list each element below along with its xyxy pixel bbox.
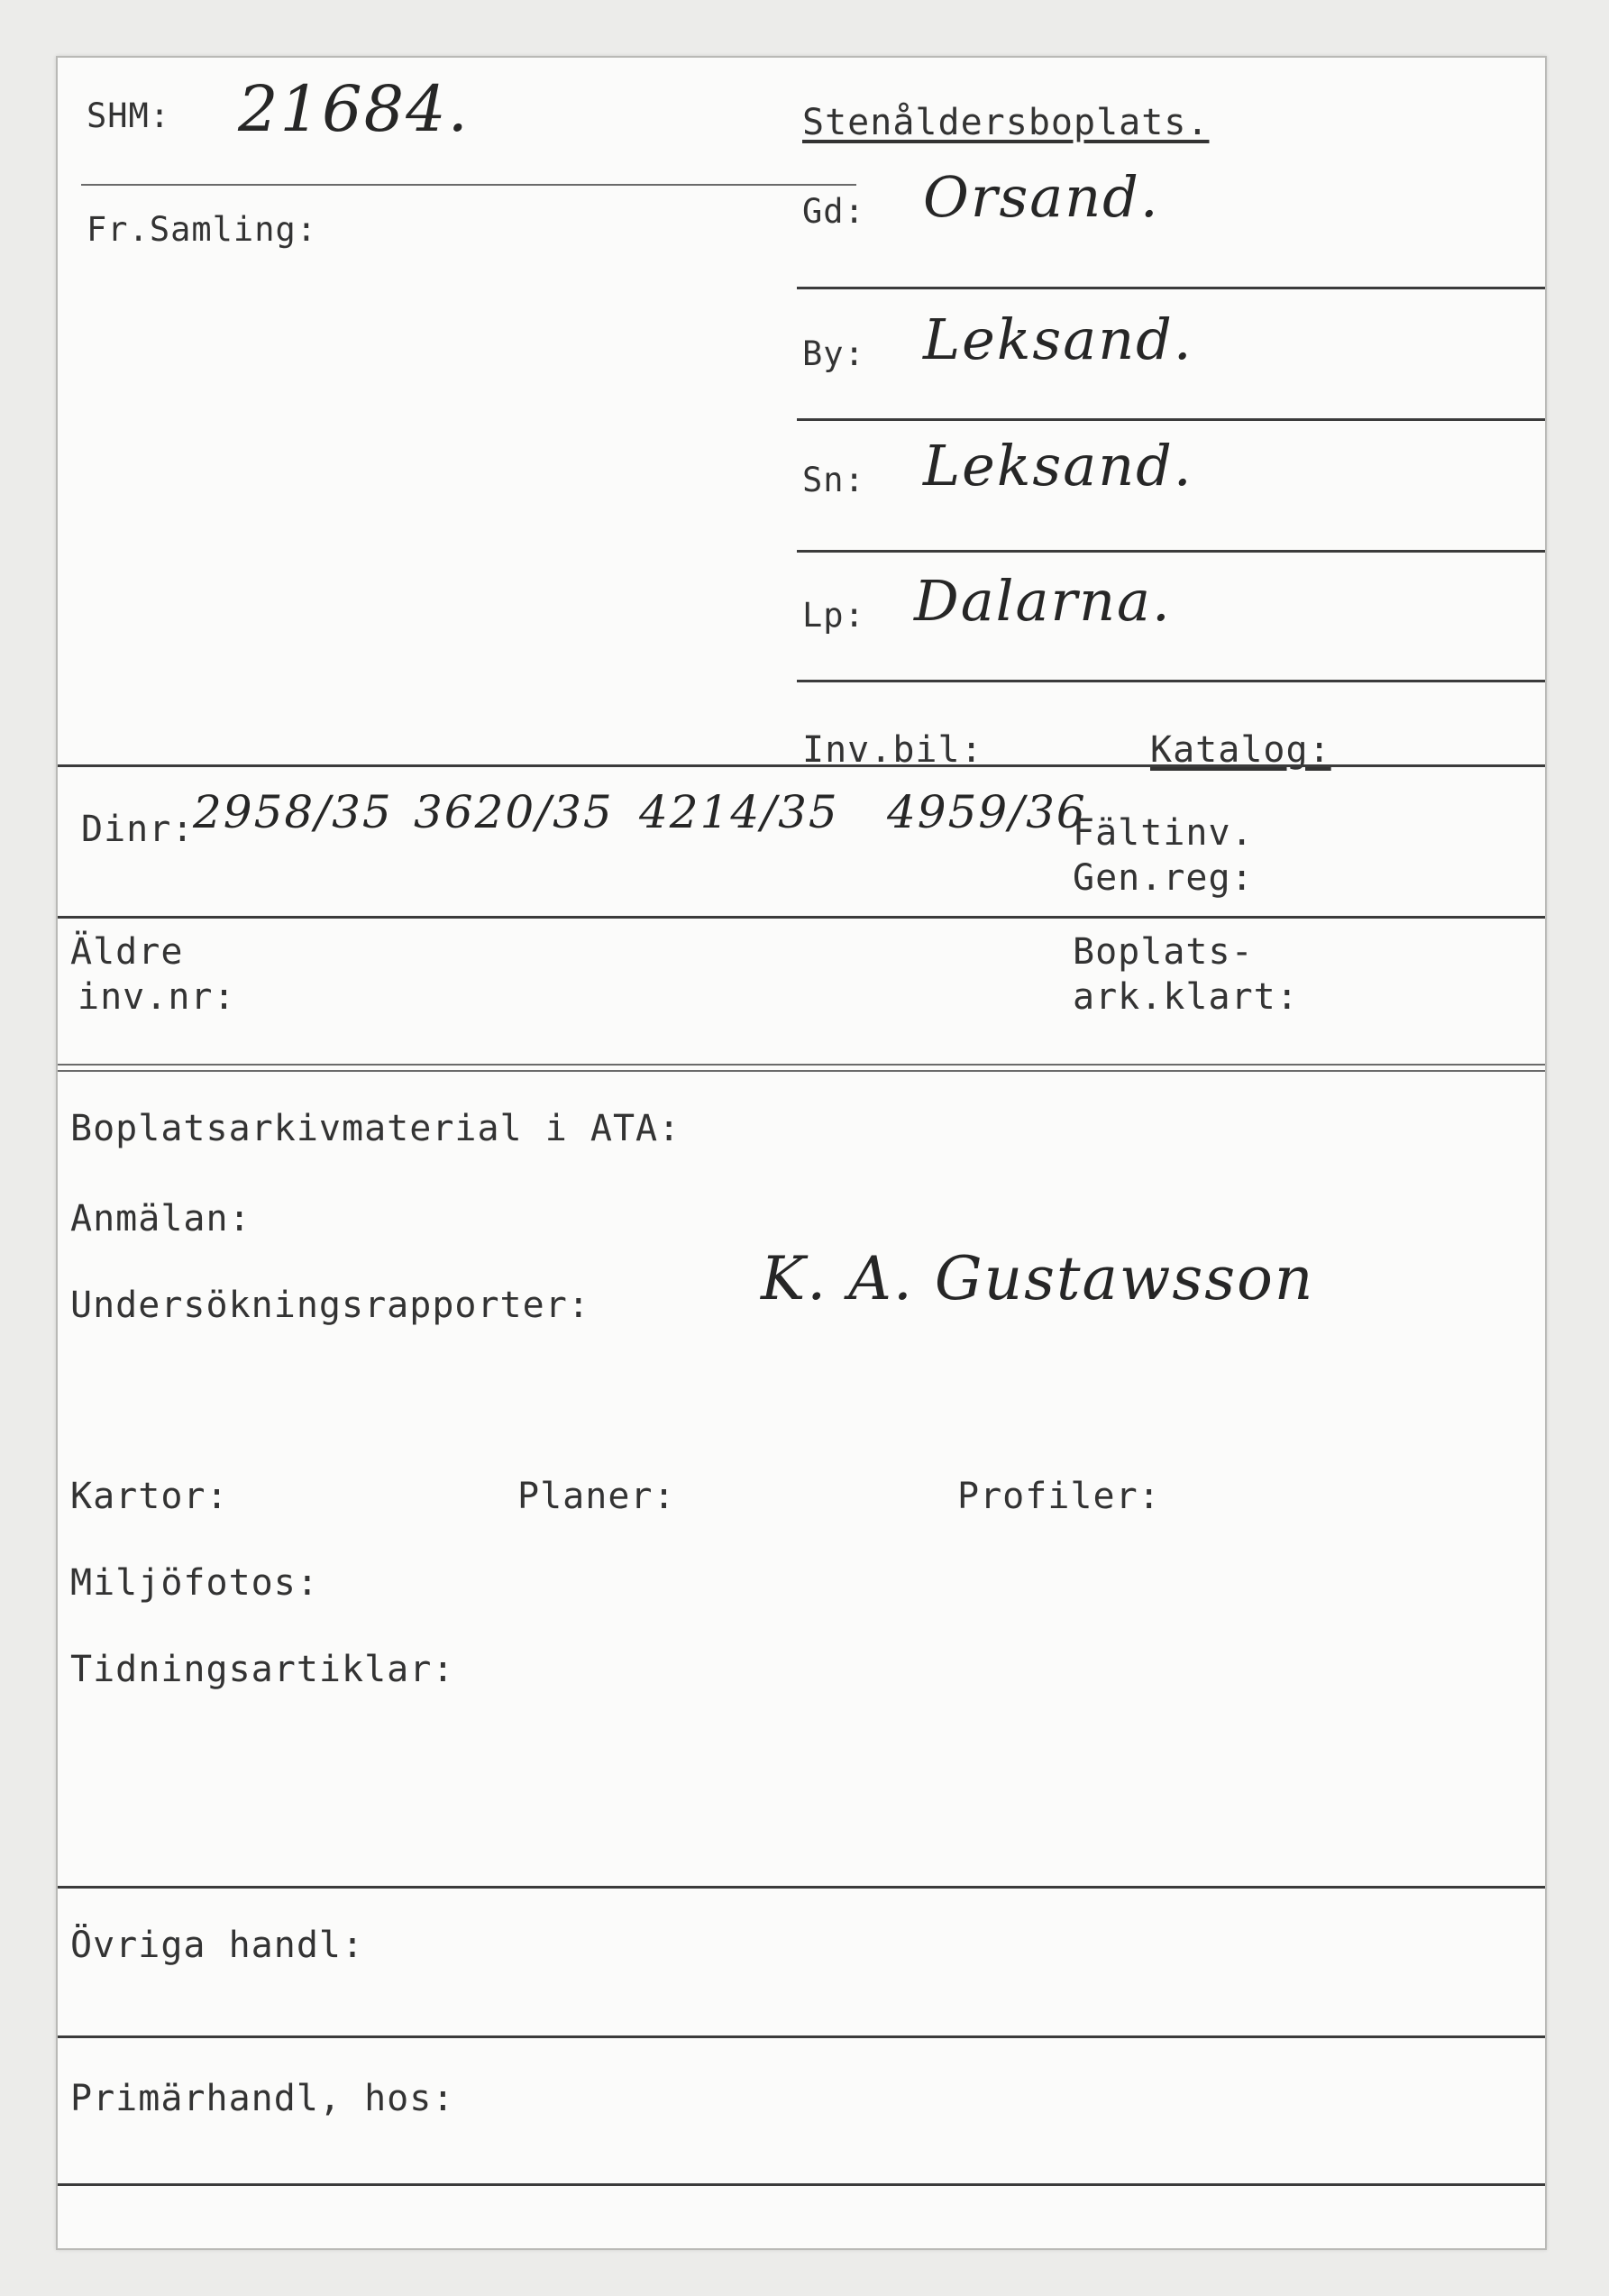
faltinv-label: Fältinv. bbox=[1073, 812, 1254, 854]
dinr-entry: 4214/35 bbox=[639, 786, 839, 838]
boplats-label: Boplats- bbox=[1073, 931, 1254, 973]
inv-bil-label: Inv.bil: bbox=[802, 729, 983, 771]
divider-section-2 bbox=[58, 916, 1545, 919]
divider-section-1 bbox=[58, 764, 1545, 767]
divider-by bbox=[797, 418, 1545, 421]
planer-label: Planer: bbox=[517, 1476, 676, 1517]
undersok-value: K. A. Gustawsson bbox=[761, 1244, 1315, 1313]
lp-value: Dalarna. bbox=[914, 568, 1172, 634]
miljofotos-label: Miljöfotos: bbox=[70, 1562, 319, 1604]
sn-value: Leksand. bbox=[923, 433, 1193, 499]
shm-value: 21684. bbox=[238, 72, 470, 146]
tidning-label: Tidningsartiklar: bbox=[70, 1649, 455, 1690]
gd-label: Gd: bbox=[802, 192, 865, 231]
dinr-entry: 3620/35 bbox=[414, 786, 614, 838]
divider-section-4 bbox=[58, 1886, 1545, 1889]
dinr-entry: 4959/36 bbox=[887, 786, 1087, 838]
invnr-label: inv.nr: bbox=[78, 976, 236, 1018]
aldre-label: Äldre bbox=[70, 931, 184, 973]
anmalan-label: Anmälan: bbox=[70, 1198, 251, 1239]
divider-section-6 bbox=[58, 2183, 1545, 2186]
dinr-entry: 2958/35 bbox=[193, 786, 393, 838]
archive-heading: Boplatsarkivmaterial i ATA: bbox=[70, 1108, 681, 1149]
primar-label: Primärhandl, hos: bbox=[70, 2078, 455, 2119]
katalog-label: Katalog: bbox=[1150, 729, 1331, 771]
fr-samling-label: Fr.Samling: bbox=[87, 210, 318, 249]
ovriga-label: Övriga handl: bbox=[70, 1925, 365, 1966]
lp-label: Lp: bbox=[802, 596, 865, 635]
divider-section-5 bbox=[58, 2035, 1545, 2038]
divider-sn bbox=[797, 550, 1545, 553]
shm-label: SHM: bbox=[87, 96, 171, 135]
divider-shm bbox=[81, 184, 856, 186]
kartor-label: Kartor: bbox=[70, 1476, 229, 1517]
divider-lp bbox=[797, 680, 1545, 682]
sn-label: Sn: bbox=[802, 461, 865, 499]
by-value: Leksand. bbox=[923, 306, 1193, 372]
dinr-entries bbox=[193, 786, 1087, 858]
undersok-label: Undersökningsrapporter: bbox=[70, 1285, 590, 1326]
profiler-label: Profiler: bbox=[957, 1476, 1161, 1517]
divider-section-3 bbox=[58, 1064, 1545, 1072]
site-type: Stenåldersboplats. bbox=[802, 102, 1210, 143]
by-label: By: bbox=[802, 334, 865, 373]
dinr-label: Dinr: bbox=[81, 809, 195, 850]
divider-gd bbox=[797, 287, 1545, 289]
genreg-label: Gen.reg: bbox=[1073, 857, 1254, 899]
gd-value: Orsand. bbox=[923, 164, 1160, 230]
catalog-card bbox=[56, 56, 1547, 2250]
arkklart-label: ark.klart: bbox=[1073, 976, 1299, 1018]
